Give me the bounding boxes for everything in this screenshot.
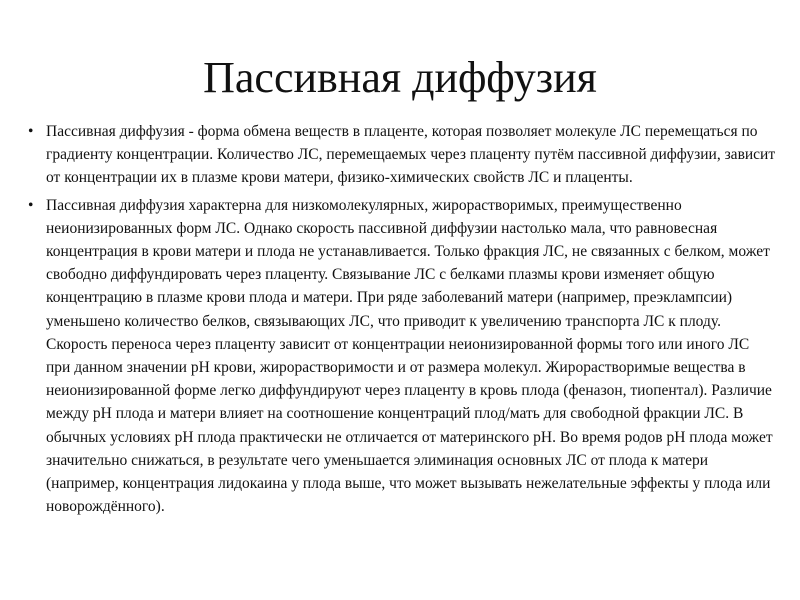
bullet-item (28, 194, 776, 519)
slide-title: Пассивная диффузия (203, 53, 597, 102)
bullet-item (28, 120, 776, 190)
bullet-marker: • (28, 196, 34, 214)
bullet-list (28, 120, 776, 522)
bullet-marker: • (28, 123, 34, 140)
bullet-text: Пассивная диффузия характерна для низкомолекулярных, жирорастворимых, преимущественно неионизированных форм ЛС. Однако скорость пассивной диффузии настолько мала, что равновесная концентрация в крови матери и плода не устанавливается. Только фракция ЛС, не связанных с белком, может свободно диффундировать через плаценту. Связывание ЛС с белками плазмы крови изменяет общую концентрацию в плазме крови плода и матери. При ряде заболеваний матери (например, преэклампсии) уменьшено количество белков, связывающих ЛС, что приводит к увеличению транспорта ЛС к плоду. Скорость переноса через плаценту зависит от концентрации неионизированной формы того или иного ЛС при данном значении рН крови, жирорастворимости и от размера молекул. Жирорастворимые вещества в неионизированной форме легко диффундируют через плаценту в кровь плода (феназон, тиопентал). Различие между рН плода и матери влияет на соотношение концентраций плод/мать для свободной фракции ЛС. В обычных условиях рН плода практически не отличается от материнского рН. Во время родов рН плода может значительно снижаться, в результате чего уменьшается элиминация основных ЛС от плода к матери (например, концентрация лидокаина у плода выше, что может вызывать нежелательные эффекты у плода или новорождённого). (46, 196, 773, 516)
bullet-text: Пассивная диффузия - форма обмена веществ в плаценте, которая позволяет молекуле ЛС перемещаться по градиенту концентрации. Количество ЛС, перемещаемых через плаценту путём пассивной диффузии, зависит от концентрации их в плазме крови матери, физико-химических свойств ЛС и плаценты. (46, 123, 776, 187)
